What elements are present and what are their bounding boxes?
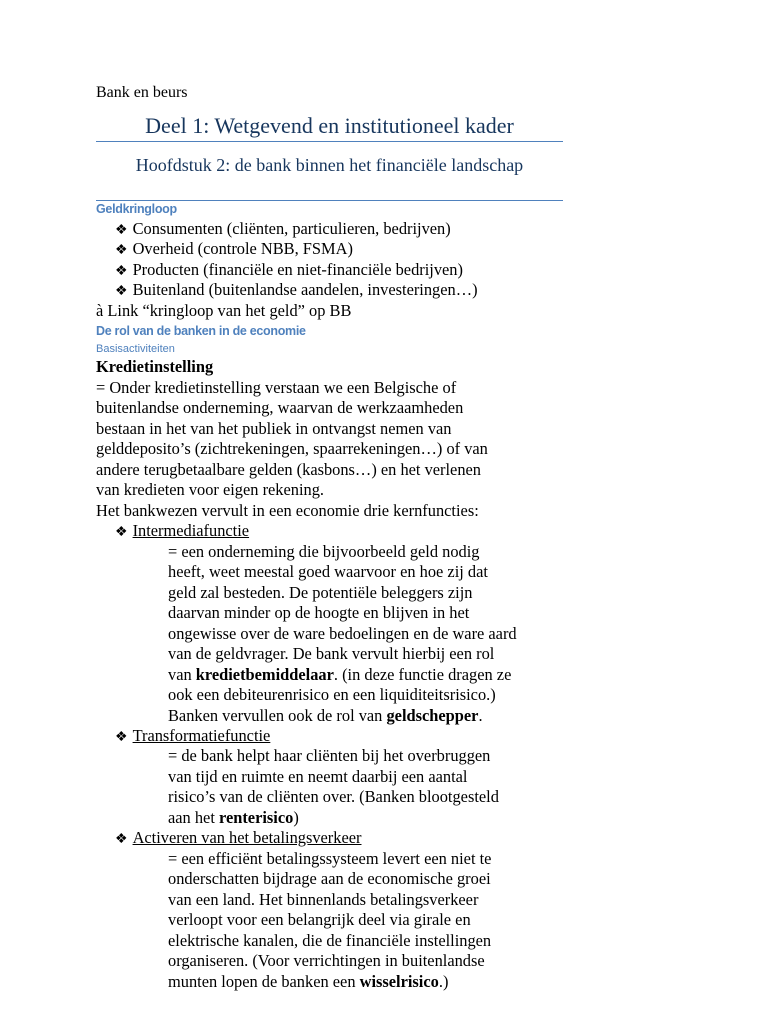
function-line: = een efficiënt betalingssysteem levert een niet te (168, 849, 492, 868)
function-line: van tijd en ruimte en neemt daarbij een aantal (168, 767, 468, 786)
function-heading: ❖ Transformatiefunctie (115, 726, 271, 745)
section-heading-rol-banken: De rol van de banken in de economie (96, 324, 306, 338)
function-line: = een onderneming die bijvoorbeeld geld nodig (168, 542, 480, 561)
function-line: elektrische kanalen, die de financiële instellingen (168, 931, 492, 950)
list-item: ❖ Overheid (controle NBB, FSMA) (115, 239, 353, 258)
function-line: van een land. Het binnenlands betalingsverkeer (168, 890, 479, 909)
term-kredietinstelling: Kredietinstelling (96, 357, 214, 376)
function-line: van kredietbemiddelaar. (in deze functie dragen ze (168, 665, 512, 684)
diamond-bullet-icon: ❖ (115, 525, 128, 540)
function-line: ongewisse over de ware bedoelingen en de ware aard (168, 624, 517, 643)
function-line: daarvan minder op de hoogte en blijven in het (168, 603, 470, 622)
document-title: Bank en beurs (96, 84, 188, 101)
function-line: van de geldvrager. De bank vervult hierbij een rol (168, 644, 495, 663)
heading-2-rule (96, 200, 563, 201)
term-geldschepper: geldschepper (386, 706, 479, 725)
diamond-bullet-icon: ❖ (115, 832, 128, 847)
definition-line: = Onder kredietinstelling verstaan we een Belgische of (96, 378, 457, 397)
function-heading: ❖ Intermediafunctie (115, 521, 250, 540)
heading-2: Hoofdstuk 2: de bank binnen het financiële landschap (135, 155, 524, 175)
diamond-bullet-icon: ❖ (115, 730, 128, 745)
list-item: ❖ Producten (financiële en niet-financiële bedrijven) (115, 260, 463, 279)
term-wisselrisico: wisselrisico (359, 972, 439, 991)
intro-kernfuncties: Het bankwezen vervult in een economie drie kernfuncties: (96, 501, 479, 520)
diamond-bullet-icon: ❖ (115, 223, 128, 238)
function-line: heeft, weet meestal goed waarvoor en hoe zij dat (168, 562, 488, 581)
heading-1-rule (96, 141, 563, 142)
definition-line: van kredieten voor eigen rekening. (96, 480, 325, 499)
function-line: aan het renterisico) (168, 808, 299, 827)
definition-line: bestaan in het van het publiek in ontvangst nemen van (96, 419, 452, 438)
function-line: risico’s van de cliënten over. (Banken blootgesteld (168, 787, 499, 806)
function-line: organiseren. (Voor verrichtingen in buitenlandse (168, 951, 485, 970)
arrow-icon: à (96, 301, 104, 320)
section-heading-geldkringloop: Geldkringloop (96, 202, 177, 216)
function-line: Banken vervullen ook de rol van geldschepper. (168, 706, 483, 725)
list-item: ❖ Consumenten (cliënten, particulieren, bedrijven) (115, 219, 451, 238)
definition-line: gelddeposito’s (zichtrekeningen, spaarrekeningen…) of van (96, 439, 488, 458)
definition-line: andere terugbetaalbare gelden (kasbons…) en het verlenen (96, 460, 481, 479)
function-heading: ❖ Activeren van het betalingsverkeer (115, 828, 362, 847)
diamond-bullet-icon: ❖ (115, 284, 128, 299)
term-renterisico: renterisico (218, 808, 294, 827)
function-line: onderschatten bijdrage aan de economische groei (168, 869, 491, 888)
function-line: verloopt voor een belangrijk deel via girale en (168, 910, 471, 929)
function-line: munten lopen de banken een wisselrisico.) (168, 972, 449, 991)
list-item: ❖ Buitenland (buitenlandse aandelen, investeringen…) (115, 280, 478, 299)
heading-1: Deel 1: Wetgevend en institutioneel kader (145, 113, 514, 138)
function-line: ook een debiteurenrisico en een liquiditeitsrisico.) (168, 685, 496, 704)
definition-line: buitenlandse onderneming, waarvan de werkzaamheden (96, 398, 464, 417)
term-kredietbemiddelaar: kredietbemiddelaar (195, 665, 334, 684)
diamond-bullet-icon: ❖ (115, 243, 128, 258)
link-reference: à Link “kringloop van het geld” op BB (96, 301, 352, 320)
diamond-bullet-icon: ❖ (115, 264, 128, 279)
subheading-basisactiviteiten: Basisactiviteiten (96, 343, 175, 355)
function-line: = de bank helpt haar cliënten bij het overbruggen (168, 746, 491, 765)
function-line: geld zal besteden. De potentiële beleggers zijn (168, 583, 473, 602)
